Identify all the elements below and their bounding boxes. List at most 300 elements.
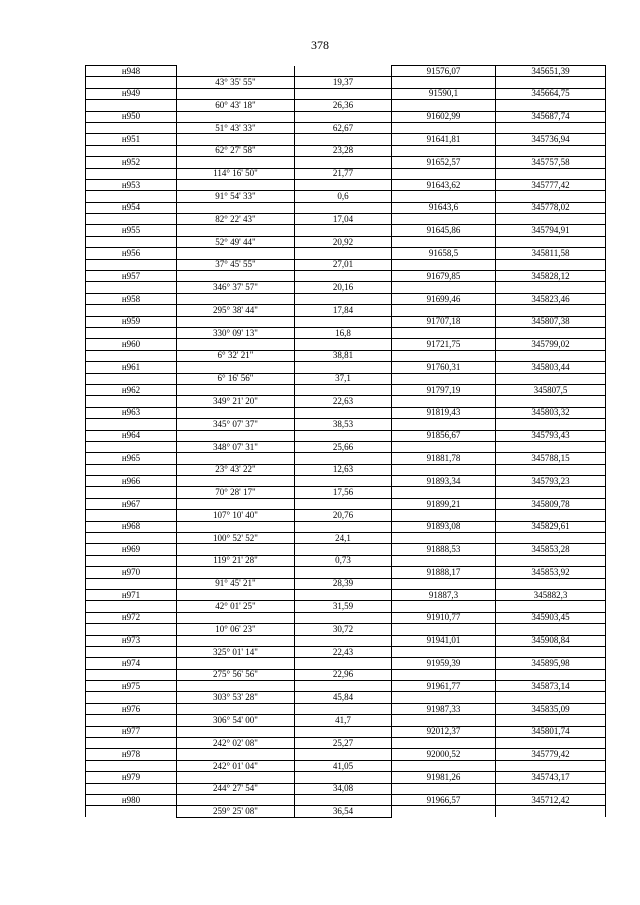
empty-cell bbox=[392, 168, 496, 179]
empty-cell bbox=[177, 248, 295, 259]
empty-cell bbox=[392, 760, 496, 771]
empty-cell bbox=[295, 772, 392, 783]
empty-cell bbox=[295, 407, 392, 418]
empty-cell bbox=[295, 498, 392, 509]
point-name-cell: н970 bbox=[86, 567, 177, 578]
table-row bbox=[86, 760, 606, 771]
table-row bbox=[86, 271, 606, 282]
empty-cell bbox=[86, 692, 177, 703]
direction-angle-cell: 100° 52' 52" bbox=[177, 533, 295, 544]
length-cell: 45,84 bbox=[295, 692, 392, 703]
x-coordinate-cell: 91643,6 bbox=[392, 202, 496, 213]
direction-angle-cell: 42° 01' 25" bbox=[177, 601, 295, 612]
empty-cell bbox=[177, 66, 295, 77]
length-cell: 24,1 bbox=[295, 533, 392, 544]
empty-cell bbox=[295, 658, 392, 669]
empty-cell bbox=[177, 749, 295, 760]
direction-angle-cell: 23° 43' 22" bbox=[177, 464, 295, 475]
empty-cell bbox=[86, 214, 177, 225]
empty-cell bbox=[177, 202, 295, 213]
table-row bbox=[86, 544, 606, 555]
empty-cell bbox=[86, 806, 177, 817]
empty-cell bbox=[496, 783, 606, 794]
empty-cell bbox=[86, 236, 177, 247]
x-coordinate-cell: 91658,5 bbox=[392, 248, 496, 259]
empty-cell bbox=[496, 760, 606, 771]
table-row bbox=[86, 396, 606, 407]
empty-cell bbox=[496, 214, 606, 225]
direction-angle-cell: 242° 02' 08" bbox=[177, 738, 295, 749]
length-cell: 17,56 bbox=[295, 487, 392, 498]
empty-cell bbox=[295, 248, 392, 259]
length-cell: 41,7 bbox=[295, 715, 392, 726]
table-row bbox=[86, 601, 606, 612]
empty-cell bbox=[496, 510, 606, 521]
empty-cell bbox=[392, 578, 496, 589]
empty-cell bbox=[392, 738, 496, 749]
table-row bbox=[86, 441, 606, 452]
empty-cell bbox=[177, 225, 295, 236]
empty-cell bbox=[86, 510, 177, 521]
empty-cell bbox=[177, 589, 295, 600]
empty-cell bbox=[86, 578, 177, 589]
empty-cell bbox=[496, 646, 606, 657]
table-row bbox=[86, 533, 606, 544]
length-cell: 38,81 bbox=[295, 350, 392, 361]
table-row bbox=[86, 510, 606, 521]
point-name-cell: н966 bbox=[86, 476, 177, 487]
point-name-cell: н977 bbox=[86, 726, 177, 737]
point-name-cell: н952 bbox=[86, 157, 177, 168]
empty-cell bbox=[392, 419, 496, 430]
table-row bbox=[86, 293, 606, 304]
table-row bbox=[86, 783, 606, 794]
y-coordinate-cell: 345853,28 bbox=[496, 544, 606, 555]
point-name-cell: н953 bbox=[86, 179, 177, 190]
empty-cell bbox=[392, 441, 496, 452]
point-name-cell: н976 bbox=[86, 703, 177, 714]
table-row bbox=[86, 259, 606, 270]
empty-cell bbox=[86, 282, 177, 293]
empty-cell bbox=[496, 487, 606, 498]
empty-cell bbox=[86, 305, 177, 316]
empty-cell bbox=[392, 510, 496, 521]
table-row bbox=[86, 66, 606, 77]
empty-cell bbox=[86, 646, 177, 657]
point-name-cell: н955 bbox=[86, 225, 177, 236]
empty-cell bbox=[295, 726, 392, 737]
empty-cell bbox=[295, 225, 392, 236]
y-coordinate-cell: 345777,42 bbox=[496, 179, 606, 190]
empty-cell bbox=[392, 601, 496, 612]
y-coordinate-cell: 345807,5 bbox=[496, 384, 606, 395]
empty-cell bbox=[496, 441, 606, 452]
table-row bbox=[86, 88, 606, 99]
length-cell: 20,92 bbox=[295, 236, 392, 247]
empty-cell bbox=[86, 419, 177, 430]
y-coordinate-cell: 345712,42 bbox=[496, 795, 606, 806]
empty-cell bbox=[392, 692, 496, 703]
empty-cell bbox=[177, 88, 295, 99]
empty-cell bbox=[295, 202, 392, 213]
table-row bbox=[86, 749, 606, 760]
empty-cell bbox=[295, 362, 392, 373]
direction-angle-cell: 325° 01' 14" bbox=[177, 646, 295, 657]
empty-cell bbox=[392, 715, 496, 726]
empty-cell bbox=[295, 293, 392, 304]
empty-cell bbox=[392, 646, 496, 657]
length-cell: 22,63 bbox=[295, 396, 392, 407]
coordinates-table-body bbox=[86, 66, 606, 818]
table-row bbox=[86, 738, 606, 749]
y-coordinate-cell: 345835,09 bbox=[496, 703, 606, 714]
point-name-cell: н972 bbox=[86, 612, 177, 623]
empty-cell bbox=[496, 601, 606, 612]
table-row bbox=[86, 179, 606, 190]
y-coordinate-cell: 345811,58 bbox=[496, 248, 606, 259]
empty-cell bbox=[392, 350, 496, 361]
empty-cell bbox=[177, 681, 295, 692]
x-coordinate-cell: 91602,99 bbox=[392, 111, 496, 122]
table-row bbox=[86, 567, 606, 578]
empty-cell bbox=[177, 293, 295, 304]
length-cell: 22,96 bbox=[295, 669, 392, 680]
empty-cell bbox=[392, 122, 496, 133]
direction-angle-cell: 62° 27' 58" bbox=[177, 145, 295, 156]
empty-cell bbox=[392, 327, 496, 338]
length-cell: 30,72 bbox=[295, 624, 392, 635]
y-coordinate-cell: 345803,44 bbox=[496, 362, 606, 373]
x-coordinate-cell: 91966,57 bbox=[392, 795, 496, 806]
empty-cell bbox=[177, 339, 295, 350]
point-name-cell: н973 bbox=[86, 635, 177, 646]
x-coordinate-cell: 91987,33 bbox=[392, 703, 496, 714]
length-cell: 17,04 bbox=[295, 214, 392, 225]
y-coordinate-cell: 345807,38 bbox=[496, 316, 606, 327]
empty-cell bbox=[392, 145, 496, 156]
empty-cell bbox=[177, 179, 295, 190]
x-coordinate-cell: 91887,3 bbox=[392, 589, 496, 600]
empty-cell bbox=[86, 533, 177, 544]
table-row bbox=[86, 122, 606, 133]
point-name-cell: н967 bbox=[86, 498, 177, 509]
empty-cell bbox=[392, 783, 496, 794]
point-name-cell: н974 bbox=[86, 658, 177, 669]
length-cell: 0,6 bbox=[295, 191, 392, 202]
point-name-cell: н956 bbox=[86, 248, 177, 259]
point-name-cell: н978 bbox=[86, 749, 177, 760]
table-row bbox=[86, 795, 606, 806]
point-name-cell: н948 bbox=[86, 66, 177, 77]
empty-cell bbox=[86, 464, 177, 475]
x-coordinate-cell: 91893,08 bbox=[392, 521, 496, 532]
direction-angle-cell: 346° 37' 57" bbox=[177, 282, 295, 293]
empty-cell bbox=[295, 66, 392, 77]
direction-angle-cell: 82° 22' 43" bbox=[177, 214, 295, 225]
empty-cell bbox=[177, 795, 295, 806]
table-row bbox=[86, 669, 606, 680]
empty-cell bbox=[177, 407, 295, 418]
table-row bbox=[86, 692, 606, 703]
table-row bbox=[86, 498, 606, 509]
table-row bbox=[86, 589, 606, 600]
direction-angle-cell: 244° 27' 54" bbox=[177, 783, 295, 794]
y-coordinate-cell: 345873,14 bbox=[496, 681, 606, 692]
direction-angle-cell: 295° 38' 44" bbox=[177, 305, 295, 316]
empty-cell bbox=[496, 419, 606, 430]
table-row bbox=[86, 350, 606, 361]
table-row bbox=[86, 476, 606, 487]
empty-cell bbox=[177, 430, 295, 441]
point-name-cell: н965 bbox=[86, 453, 177, 464]
empty-cell bbox=[86, 783, 177, 794]
empty-cell bbox=[177, 544, 295, 555]
point-name-cell: н962 bbox=[86, 384, 177, 395]
point-name-cell: н964 bbox=[86, 430, 177, 441]
length-cell: 41,05 bbox=[295, 760, 392, 771]
empty-cell bbox=[86, 715, 177, 726]
empty-cell bbox=[177, 453, 295, 464]
direction-angle-cell: 259° 25' 08" bbox=[177, 806, 295, 817]
direction-angle-cell: 114° 16' 50" bbox=[177, 168, 295, 179]
length-cell: 38,53 bbox=[295, 419, 392, 430]
point-name-cell: н957 bbox=[86, 271, 177, 282]
empty-cell bbox=[392, 100, 496, 111]
empty-cell bbox=[177, 316, 295, 327]
length-cell: 31,59 bbox=[295, 601, 392, 612]
empty-cell bbox=[496, 327, 606, 338]
y-coordinate-cell: 345828,12 bbox=[496, 271, 606, 282]
direction-angle-cell: 51° 43' 33" bbox=[177, 122, 295, 133]
page-number: 378 bbox=[311, 38, 329, 52]
empty-cell bbox=[392, 669, 496, 680]
y-coordinate-cell: 345664,75 bbox=[496, 88, 606, 99]
point-name-cell: н969 bbox=[86, 544, 177, 555]
empty-cell bbox=[86, 738, 177, 749]
empty-cell bbox=[496, 555, 606, 566]
x-coordinate-cell: 91981,26 bbox=[392, 772, 496, 783]
y-coordinate-cell: 345778,02 bbox=[496, 202, 606, 213]
empty-cell bbox=[177, 476, 295, 487]
table-row bbox=[86, 305, 606, 316]
length-cell: 27,01 bbox=[295, 259, 392, 270]
table-row bbox=[86, 726, 606, 737]
table-row bbox=[86, 327, 606, 338]
length-cell: 20,76 bbox=[295, 510, 392, 521]
empty-cell bbox=[295, 521, 392, 532]
table-row bbox=[86, 703, 606, 714]
direction-angle-cell: 275° 56' 56" bbox=[177, 669, 295, 680]
y-coordinate-cell: 345908,84 bbox=[496, 635, 606, 646]
table-row bbox=[86, 202, 606, 213]
table-row bbox=[86, 77, 606, 88]
table-row bbox=[86, 316, 606, 327]
table-row bbox=[86, 168, 606, 179]
coordinates-table bbox=[85, 65, 606, 818]
table-row bbox=[86, 111, 606, 122]
y-coordinate-cell: 345793,23 bbox=[496, 476, 606, 487]
empty-cell bbox=[496, 715, 606, 726]
length-cell: 12,63 bbox=[295, 464, 392, 475]
table-row bbox=[86, 658, 606, 669]
y-coordinate-cell: 345799,02 bbox=[496, 339, 606, 350]
empty-cell bbox=[86, 373, 177, 384]
table-row bbox=[86, 157, 606, 168]
empty-cell bbox=[496, 578, 606, 589]
table-row bbox=[86, 806, 606, 817]
x-coordinate-cell: 91576,07 bbox=[392, 66, 496, 77]
length-cell: 21,77 bbox=[295, 168, 392, 179]
table-row bbox=[86, 612, 606, 623]
table-row bbox=[86, 384, 606, 395]
table-row bbox=[86, 681, 606, 692]
empty-cell bbox=[86, 77, 177, 88]
direction-angle-cell: 345° 07' 37" bbox=[177, 419, 295, 430]
empty-cell bbox=[392, 191, 496, 202]
empty-cell bbox=[392, 464, 496, 475]
table-row bbox=[86, 487, 606, 498]
empty-cell bbox=[295, 703, 392, 714]
y-coordinate-cell: 345779,42 bbox=[496, 749, 606, 760]
x-coordinate-cell: 91699,46 bbox=[392, 293, 496, 304]
y-coordinate-cell: 345903,45 bbox=[496, 612, 606, 623]
direction-angle-cell: 348° 07' 31" bbox=[177, 441, 295, 452]
empty-cell bbox=[295, 134, 392, 145]
x-coordinate-cell: 91910,77 bbox=[392, 612, 496, 623]
empty-cell bbox=[86, 350, 177, 361]
table-row bbox=[86, 646, 606, 657]
length-cell: 16,8 bbox=[295, 327, 392, 338]
y-coordinate-cell: 345829,61 bbox=[496, 521, 606, 532]
direction-angle-cell: 10° 06' 23" bbox=[177, 624, 295, 635]
point-name-cell: н959 bbox=[86, 316, 177, 327]
empty-cell bbox=[295, 749, 392, 760]
x-coordinate-cell: 91941,01 bbox=[392, 635, 496, 646]
x-coordinate-cell: 91959,39 bbox=[392, 658, 496, 669]
table-row bbox=[86, 282, 606, 293]
direction-angle-cell: 349° 21' 20" bbox=[177, 396, 295, 407]
x-coordinate-cell: 92000,52 bbox=[392, 749, 496, 760]
empty-cell bbox=[496, 350, 606, 361]
table-row bbox=[86, 339, 606, 350]
empty-cell bbox=[295, 430, 392, 441]
length-cell: 34,08 bbox=[295, 783, 392, 794]
table-row bbox=[86, 248, 606, 259]
table-row bbox=[86, 521, 606, 532]
direction-angle-cell: 303° 53' 28" bbox=[177, 692, 295, 703]
empty-cell bbox=[392, 236, 496, 247]
point-name-cell: н951 bbox=[86, 134, 177, 145]
empty-cell bbox=[392, 259, 496, 270]
empty-cell bbox=[496, 738, 606, 749]
length-cell: 37,1 bbox=[295, 373, 392, 384]
empty-cell bbox=[295, 316, 392, 327]
direction-angle-cell: 91° 54' 33" bbox=[177, 191, 295, 202]
empty-cell bbox=[86, 191, 177, 202]
x-coordinate-cell: 91645,86 bbox=[392, 225, 496, 236]
empty-cell bbox=[86, 100, 177, 111]
table-row bbox=[86, 145, 606, 156]
empty-cell bbox=[496, 624, 606, 635]
x-coordinate-cell: 91679,85 bbox=[392, 271, 496, 282]
direction-angle-cell: 91° 45' 21" bbox=[177, 578, 295, 589]
length-cell: 20,16 bbox=[295, 282, 392, 293]
empty-cell bbox=[496, 373, 606, 384]
table-row bbox=[86, 100, 606, 111]
x-coordinate-cell: 91641,81 bbox=[392, 134, 496, 145]
empty-cell bbox=[392, 214, 496, 225]
table-row bbox=[86, 624, 606, 635]
length-cell: 26,36 bbox=[295, 100, 392, 111]
empty-cell bbox=[86, 760, 177, 771]
empty-cell bbox=[295, 339, 392, 350]
empty-cell bbox=[177, 521, 295, 532]
empty-cell bbox=[86, 441, 177, 452]
empty-cell bbox=[295, 157, 392, 168]
x-coordinate-cell: 91888,17 bbox=[392, 567, 496, 578]
x-coordinate-cell: 91856,67 bbox=[392, 430, 496, 441]
empty-cell bbox=[295, 476, 392, 487]
empty-cell bbox=[86, 669, 177, 680]
empty-cell bbox=[295, 795, 392, 806]
empty-cell bbox=[177, 134, 295, 145]
point-name-cell: н961 bbox=[86, 362, 177, 373]
direction-angle-cell: 330° 09' 13" bbox=[177, 327, 295, 338]
x-coordinate-cell: 92012,37 bbox=[392, 726, 496, 737]
x-coordinate-cell: 91893,34 bbox=[392, 476, 496, 487]
empty-cell bbox=[177, 635, 295, 646]
point-name-cell: н979 bbox=[86, 772, 177, 783]
empty-cell bbox=[177, 726, 295, 737]
x-coordinate-cell: 91888,53 bbox=[392, 544, 496, 555]
table-row bbox=[86, 464, 606, 475]
empty-cell bbox=[496, 692, 606, 703]
y-coordinate-cell: 345895,98 bbox=[496, 658, 606, 669]
empty-cell bbox=[86, 487, 177, 498]
direction-angle-cell: 6° 16' 56" bbox=[177, 373, 295, 384]
table-row bbox=[86, 453, 606, 464]
empty-cell bbox=[177, 498, 295, 509]
empty-cell bbox=[177, 612, 295, 623]
empty-cell bbox=[496, 100, 606, 111]
empty-cell bbox=[496, 806, 606, 817]
y-coordinate-cell: 345882,3 bbox=[496, 589, 606, 600]
empty-cell bbox=[86, 122, 177, 133]
direction-angle-cell: 306° 54' 00" bbox=[177, 715, 295, 726]
table-row bbox=[86, 715, 606, 726]
empty-cell bbox=[496, 259, 606, 270]
y-coordinate-cell: 345736,94 bbox=[496, 134, 606, 145]
empty-cell bbox=[392, 282, 496, 293]
point-name-cell: н980 bbox=[86, 795, 177, 806]
empty-cell bbox=[392, 624, 496, 635]
x-coordinate-cell: 91643,62 bbox=[392, 179, 496, 190]
empty-cell bbox=[496, 77, 606, 88]
empty-cell bbox=[86, 555, 177, 566]
x-coordinate-cell: 91819,43 bbox=[392, 407, 496, 418]
x-coordinate-cell: 91899,21 bbox=[392, 498, 496, 509]
length-cell: 28,39 bbox=[295, 578, 392, 589]
empty-cell bbox=[295, 612, 392, 623]
length-cell: 22,43 bbox=[295, 646, 392, 657]
length-cell: 25,27 bbox=[295, 738, 392, 749]
y-coordinate-cell: 345794,91 bbox=[496, 225, 606, 236]
length-cell: 0,73 bbox=[295, 555, 392, 566]
empty-cell bbox=[86, 259, 177, 270]
empty-cell bbox=[86, 327, 177, 338]
length-cell: 25,66 bbox=[295, 441, 392, 452]
empty-cell bbox=[177, 703, 295, 714]
